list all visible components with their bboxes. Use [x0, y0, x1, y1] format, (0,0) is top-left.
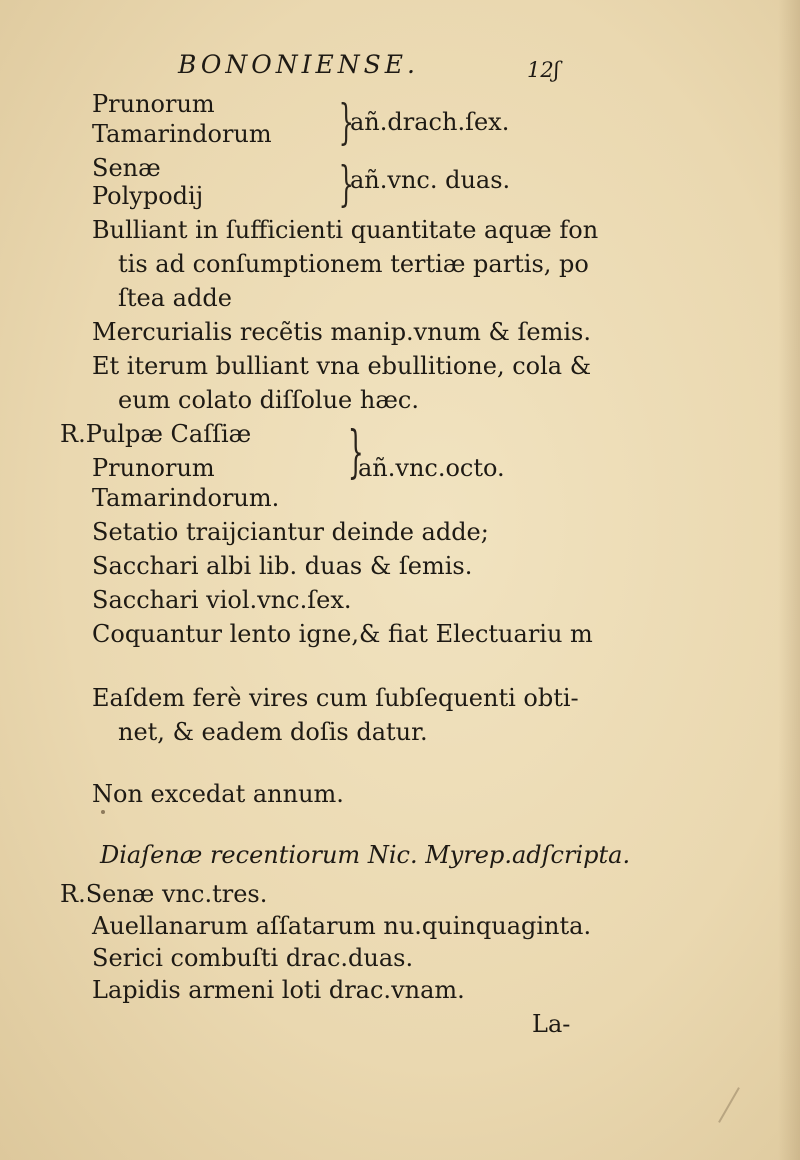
ingredient-line: R.Senæ vnc.tres. — [60, 880, 268, 908]
paper-mark — [718, 1087, 740, 1123]
text-line: eum colato diſſolue hæc. — [118, 386, 419, 414]
brace-icon: } — [347, 420, 364, 485]
text-line: Eaſdem ferè vires cum ſubſequenti obti- — [92, 684, 579, 712]
ingredient-line: Tamarindorum — [92, 120, 272, 148]
text-line: Et iterum bulliant vna ebullitione, cola & — [92, 352, 592, 380]
text-line: Mercurialis recẽtis manip.vnum & ſemis. — [92, 318, 591, 346]
paper-speck — [101, 810, 105, 814]
dose-line: añ.drach.ſex. — [350, 108, 510, 136]
ingredient-line: Serici combuſti drac.duas. — [92, 944, 414, 972]
text-line: Coquantur lento igne,& fiat Electuariu m — [92, 620, 593, 648]
page-number: 12ʃ — [527, 58, 560, 82]
ingredient-line: Polypodij — [92, 182, 204, 210]
brace-icon: } — [338, 94, 354, 150]
ingredient-line: Lapidis armeni loti drac.vnam. — [92, 976, 465, 1004]
text-line: Bulliant in ſufficienti quantitate aquæ fon — [92, 216, 599, 244]
text-line: tis ad conſumptionem tertiæ partis, po — [118, 250, 589, 278]
section-heading: Diaſenæ recentiorum Nic. Myrep.adſcripta. — [100, 841, 631, 869]
ingredient-line: Prunorum — [92, 454, 215, 482]
ingredient-line: Prunorum — [92, 90, 215, 118]
ingredient-line: Tamarindorum. — [92, 484, 280, 512]
text-line: Sacchari albi lib. duas & ſemis. — [92, 552, 473, 580]
ingredient-line: Senæ — [92, 154, 161, 182]
catchword: La- — [532, 1010, 571, 1038]
text-line: net, & eadem doſis datur. — [118, 718, 428, 746]
ingredient-line: Auellanarum aſſatarum nu.quinquaginta. — [92, 912, 592, 940]
ingredient-line: R.Pulpæ Caſſiæ — [60, 420, 252, 448]
text-line: Non excedat annum. — [92, 780, 344, 808]
text-line: Setatio traijciantur deinde adde; — [92, 518, 489, 546]
dose-line: añ.vnc. duas. — [350, 166, 511, 194]
text-line: Sacchari viol.vnc.ſex. — [92, 586, 352, 614]
text-line: ſtea adde — [118, 284, 232, 312]
brace-icon: } — [338, 156, 354, 212]
dose-line: añ.vnc.octo. — [358, 454, 505, 482]
running-header: BONONIENSE. — [178, 50, 419, 79]
